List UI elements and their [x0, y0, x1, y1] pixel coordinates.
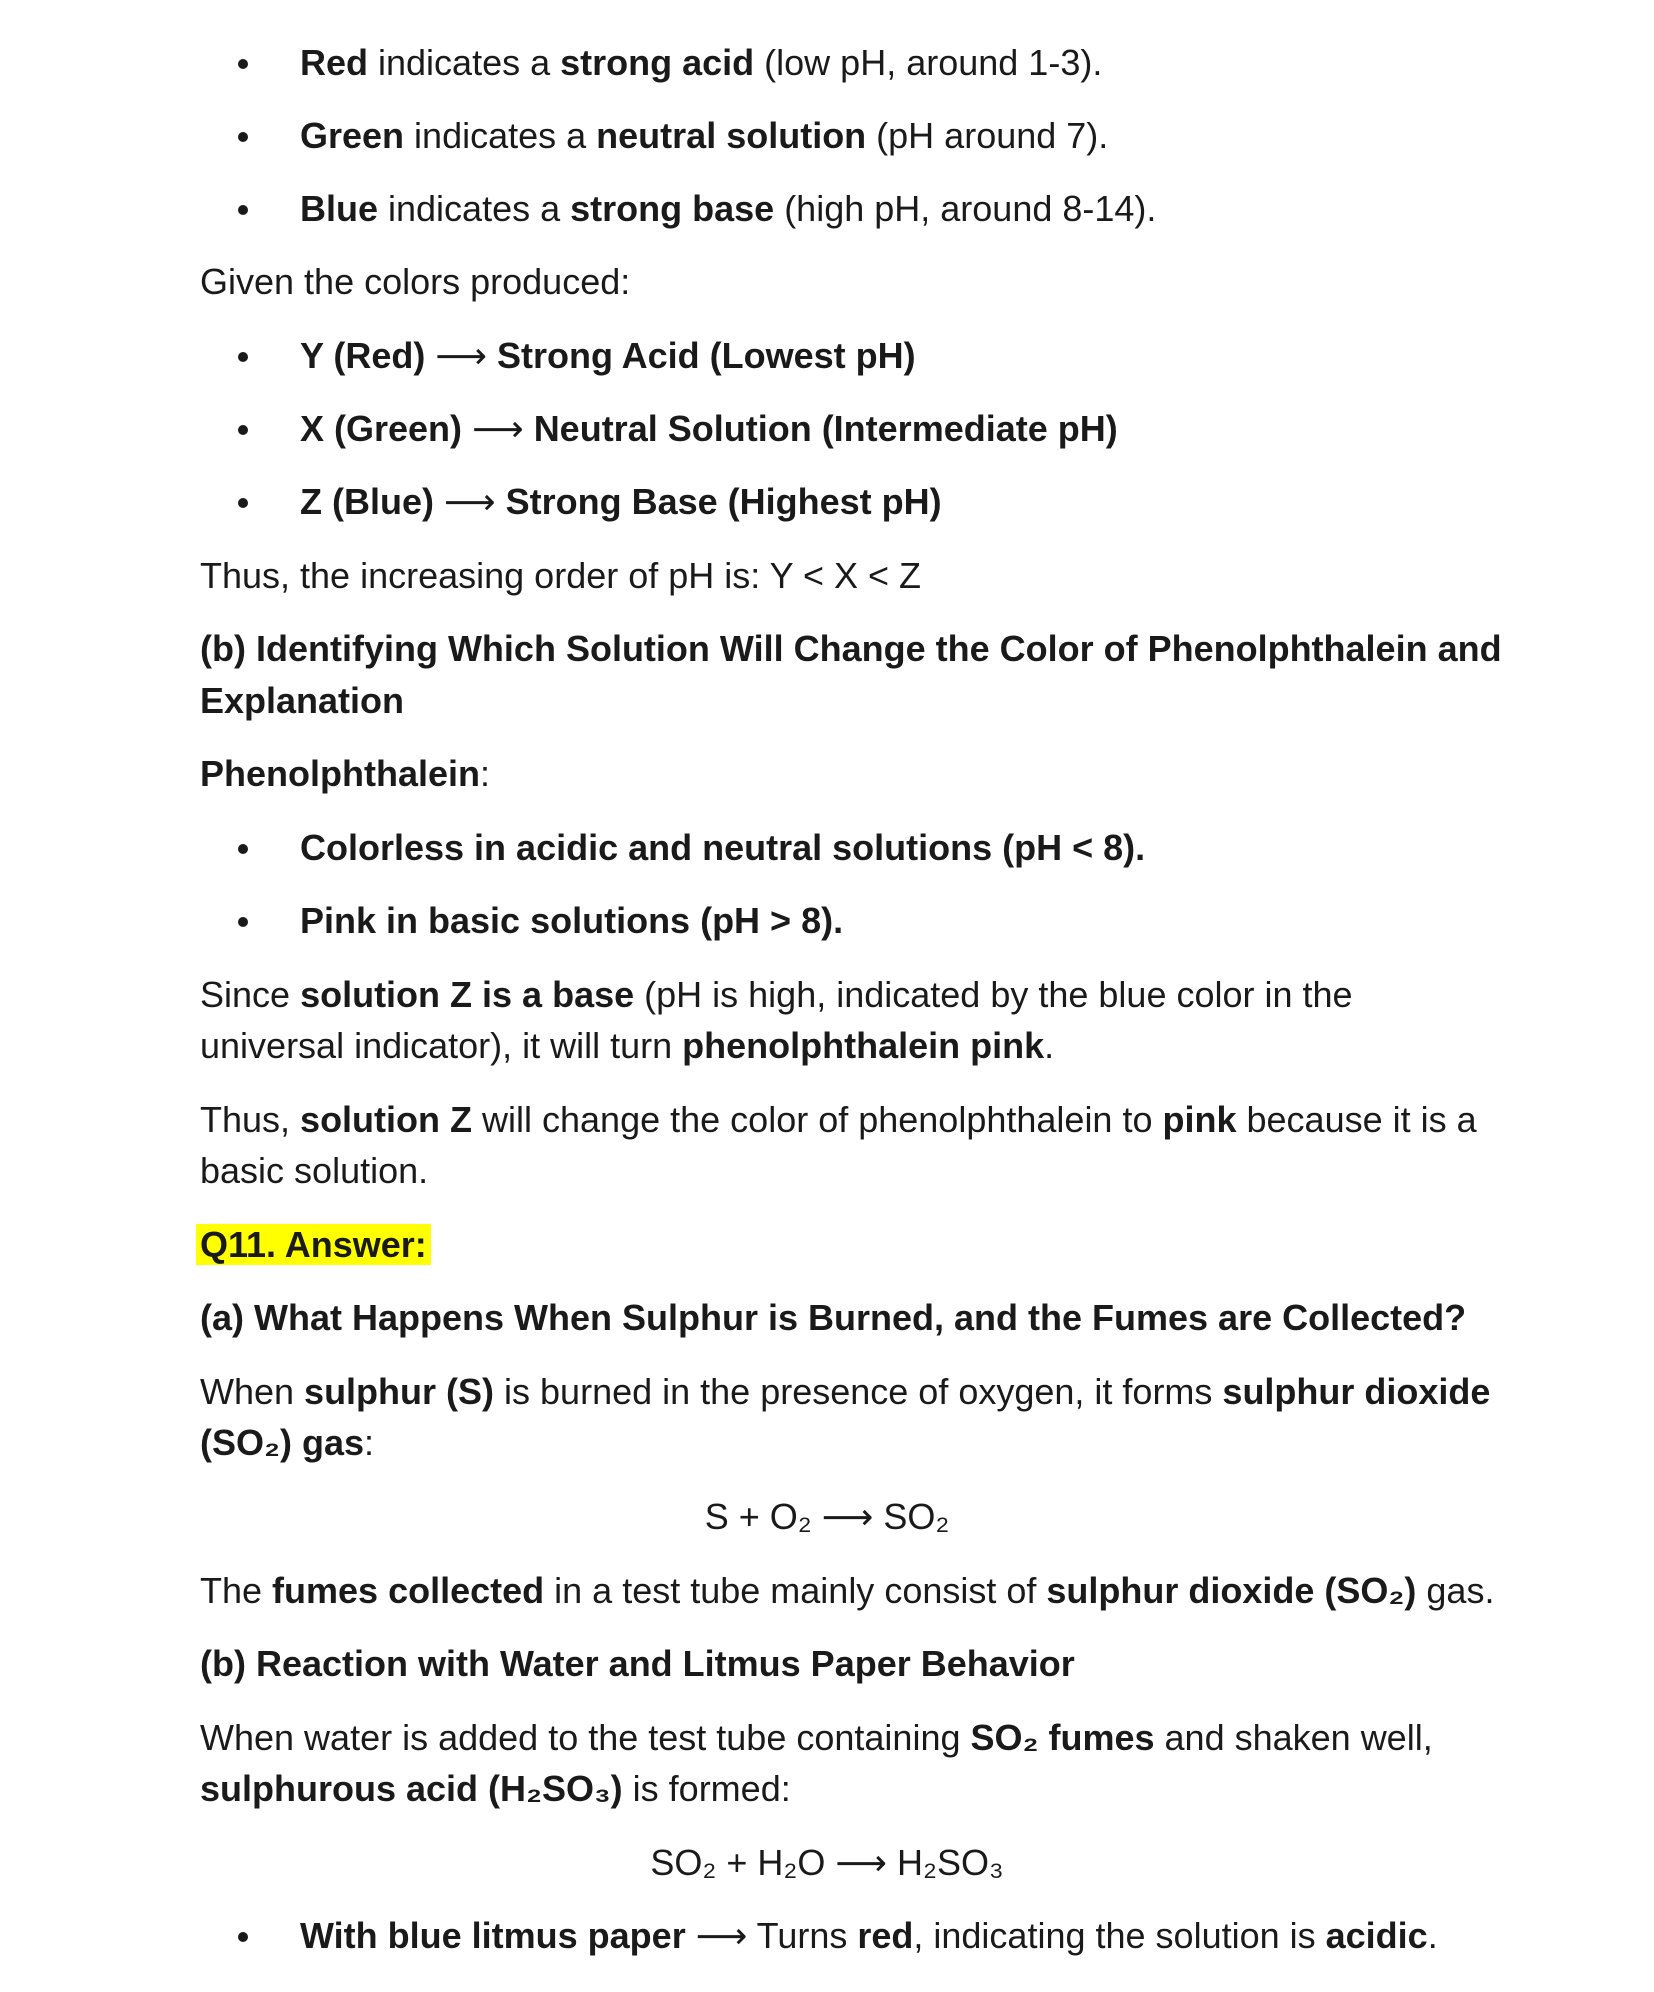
arrow-icon: ⟶: [435, 335, 487, 376]
paragraph: When water is added to the test tube containing SO₂ fumes and shaken well,: [200, 1717, 1433, 1758]
paragraph: When sulphur (S) is burned in the presence of oxygen, it forms sulphur dioxide: [200, 1371, 1491, 1412]
order-line: Thus, the increasing order of pH is: Y < X < Z: [200, 555, 922, 596]
arrow-icon: ⟶: [444, 481, 496, 522]
paragraph: Thus, solution Z will change the color of phenolphthalein to pink because it is a: [200, 1099, 1477, 1140]
list-item-text: Pink in basic solutions (pH > 8).: [300, 900, 844, 941]
list-item-text: Green indicates a neutral solution (pH around 7).: [300, 115, 1109, 156]
equation: S + O₂ ⟶ SO₂: [704, 1496, 950, 1537]
bullet-icon: [238, 132, 248, 142]
list-item-text: Colorless in acidic and neutral solutions (pH < 8).: [300, 827, 1146, 868]
given-colors-heading: Given the colors produced:: [200, 261, 631, 302]
list-item-text: Red indicates a strong acid (low pH, around 1-3).: [300, 42, 1103, 83]
list-item-text: Blue indicates a strong base (high pH, around 8-14).: [300, 188, 1157, 229]
list-item-text: Y (Red) ⟶ Strong Acid (Lowest pH): [300, 335, 916, 376]
bullet-icon: [238, 917, 248, 927]
list-item-text: X (Green) ⟶ Neutral Solution (Intermediate pH): [300, 408, 1118, 449]
bullet-icon: [238, 205, 248, 215]
phenol-label: Phenolphthalein:: [200, 753, 491, 794]
section-heading-cont: Explanation: [200, 680, 405, 721]
question-label: Q11. Answer:: [200, 1219, 1500, 1271]
bullet-icon: [238, 352, 248, 362]
bullet-icon: [238, 844, 248, 854]
section-heading: (b) Reaction with Water and Litmus Paper Behavior: [200, 1643, 1075, 1684]
equation: SO₂ + H₂O ⟶ H₂SO₃: [650, 1842, 1004, 1883]
paragraph-cont: universal indicator), it will turn phenolphthalein pink.: [200, 1025, 1055, 1066]
bullet-icon: [238, 498, 248, 508]
section-heading: (a) What Happens When Sulphur is Burned, and the Fumes are Collected?: [200, 1297, 1467, 1338]
bullet-icon: [238, 1932, 248, 1942]
paragraph: The fumes collected in a test tube mainly consist of sulphur dioxide (SO₂) gas.: [200, 1570, 1495, 1611]
paragraph-cont: sulphurous acid (H₂SO₃) is formed:: [200, 1768, 791, 1809]
paragraph: Since solution Z is a base (pH is high, indicated by the blue color in the: [200, 974, 1353, 1015]
paragraph-cont: basic solution.: [200, 1150, 429, 1191]
bullet-icon: [238, 425, 248, 435]
arrow-icon: ⟶: [472, 408, 524, 449]
list-item-text: Z (Blue) ⟶ Strong Base (Highest pH): [300, 481, 942, 522]
list-item-text: With blue litmus paper ⟶ Turns red, indicating the solution is acidic.: [300, 1915, 1438, 1956]
bullet-icon: [238, 59, 248, 69]
paragraph-cont: (SO₂) gas:: [200, 1422, 375, 1463]
section-heading: (b) Identifying Which Solution Will Change the Color of Phenolphthalein and: [200, 628, 1502, 669]
